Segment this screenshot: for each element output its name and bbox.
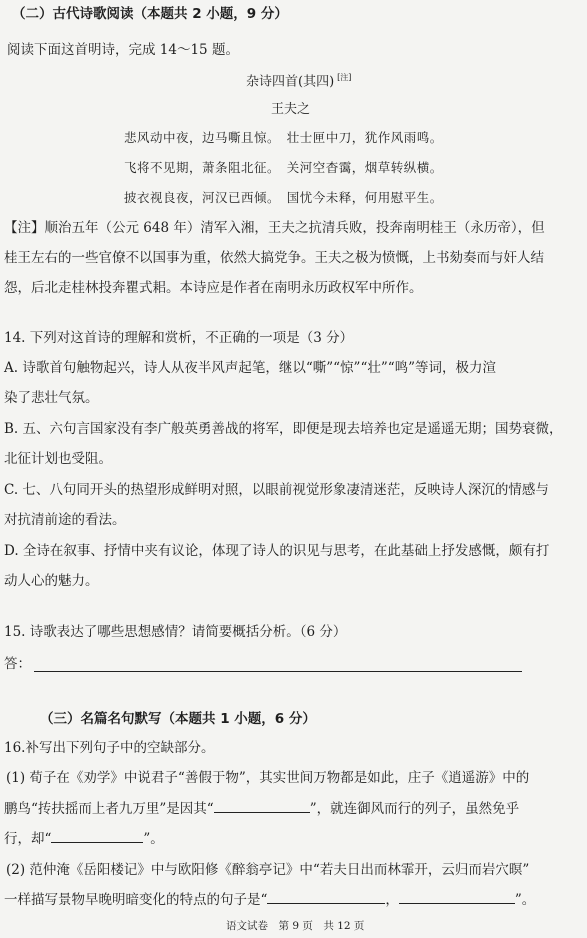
q16-item1-line3 <box>4 833 164 847</box>
option-a: A. 诗歌首句触物起兴，诗人从夜半风声起笔，继以“嘶”“惊”“壮”“鸣”等词，极力渲 <box>4 360 497 376</box>
poem-author: 王夫之 <box>271 102 311 117</box>
question-14-stem: 14. 下列对这首诗的理解和赏析，不正确的一项是（3 分） <box>4 330 354 346</box>
poem-line: 飞将不见期，萧条阻北征。 关河空杳霭，烟草转纵横。 <box>124 160 443 175</box>
answer-label: 答： <box>4 656 31 672</box>
q16-item2-line1: (2) 范仲淹《岳阳楼记》中与欧阳修《醉翁亭记》中“若夫日出而林霏开，云归而岩穴暝” <box>6 862 530 878</box>
option-a-continued: 染了悲壮气氛。 <box>4 390 99 406</box>
q16-item1-text-a: 鹏鸟“抟扶摇而上者九万里”是因其“ <box>4 801 214 817</box>
fill-blank-3[interactable] <box>267 903 385 904</box>
q16-item2-line2 <box>4 894 535 908</box>
note-line: 桂王左右的一些官僚不以国事为重，依然大搞党争。王夫之极为愤慨，上书劾奏而与奸人结 <box>4 250 544 266</box>
q16-item2-text-b: ”。 <box>514 892 536 908</box>
q16-item1-line2 <box>4 803 519 817</box>
note-line: 怨，后北走桂林投奔瞿式耜。本诗应是作者在南明永历政权军中所作。 <box>4 280 423 296</box>
q16-item1-text-d: ”。 <box>143 831 164 847</box>
answer-line[interactable] <box>34 671 522 672</box>
q16-item1-text-b: ”，就连御风而行的列子，虽然免乎 <box>309 801 520 817</box>
q16-item1-text-c: 行，却“ <box>4 831 52 847</box>
question-16-stem: 16.补写出下列句子中的空缺部分。 <box>4 740 215 756</box>
option-c-continued: 对抗清前途的看法。 <box>4 512 126 528</box>
option-b-continued: 北征计划也受阻。 <box>4 451 112 467</box>
fill-blank-1[interactable] <box>214 812 310 813</box>
q16-item2-text-mid: ， <box>385 892 399 908</box>
option-c: C. 七、八句同开头的热望形成鲜明对照，以眼前视觉形象凄清迷茫，反映诗人深沉的情感与 <box>4 482 549 498</box>
q16-item2-text-a: 一样描写景物早晚明暗变化的特点的句子是“ <box>4 892 268 908</box>
fill-blank-2[interactable] <box>51 842 143 843</box>
option-d: D. 全诗在叙事、抒情中夹有议论，体现了诗人的识见与思考，在此基础上抒发感慨，颇有打 <box>4 543 550 559</box>
question-15-stem: 15. 诗歌表达了哪些思想感情？请简要概括分析。（6 分） <box>4 624 347 640</box>
poem-title-note-mark: [注] <box>337 73 352 82</box>
page-footer: 语文试卷 第 9 页 共 12 页 <box>226 920 365 932</box>
option-d-continued: 动人心的魅力。 <box>4 573 99 589</box>
section-heading-poetry: （二）古代诗歌阅读（本题共 2 小题，9 分） <box>12 6 288 22</box>
fill-blank-4[interactable] <box>399 903 515 904</box>
poem-title <box>246 74 351 88</box>
poem-title-text: 杂诗四首(其四) <box>246 74 335 90</box>
poem-line: 披衣视良夜，河汉已西倾。 国忧今未释，何用慰平生。 <box>124 190 443 205</box>
option-b: B. 五、六句言国家没有李广般英勇善战的将军，即便是现去培养也定是遥遥无期；国势衰微， <box>4 421 563 437</box>
instruction: 阅读下面这首明诗，完成 14～15 题。 <box>7 42 239 58</box>
q16-item1-line1: (1) 荀子在《劝学》中说君子“善假于物”，其实世间万物都是如此，庄子《逍遥游》中的 <box>6 770 530 786</box>
section-heading-recitation: （三）名篇名句默写（本题共 1 小题，6 分） <box>40 711 316 727</box>
note-line: 【注】顺治五年（公元 648 年）清军入湘，王夫之抗清兵败，投奔南明桂王（永历帝），但 <box>4 220 545 236</box>
poem-line: 悲风动中夜，边马嘶且惊。 壮士匣中刀，犹作风雨鸣。 <box>124 130 443 145</box>
